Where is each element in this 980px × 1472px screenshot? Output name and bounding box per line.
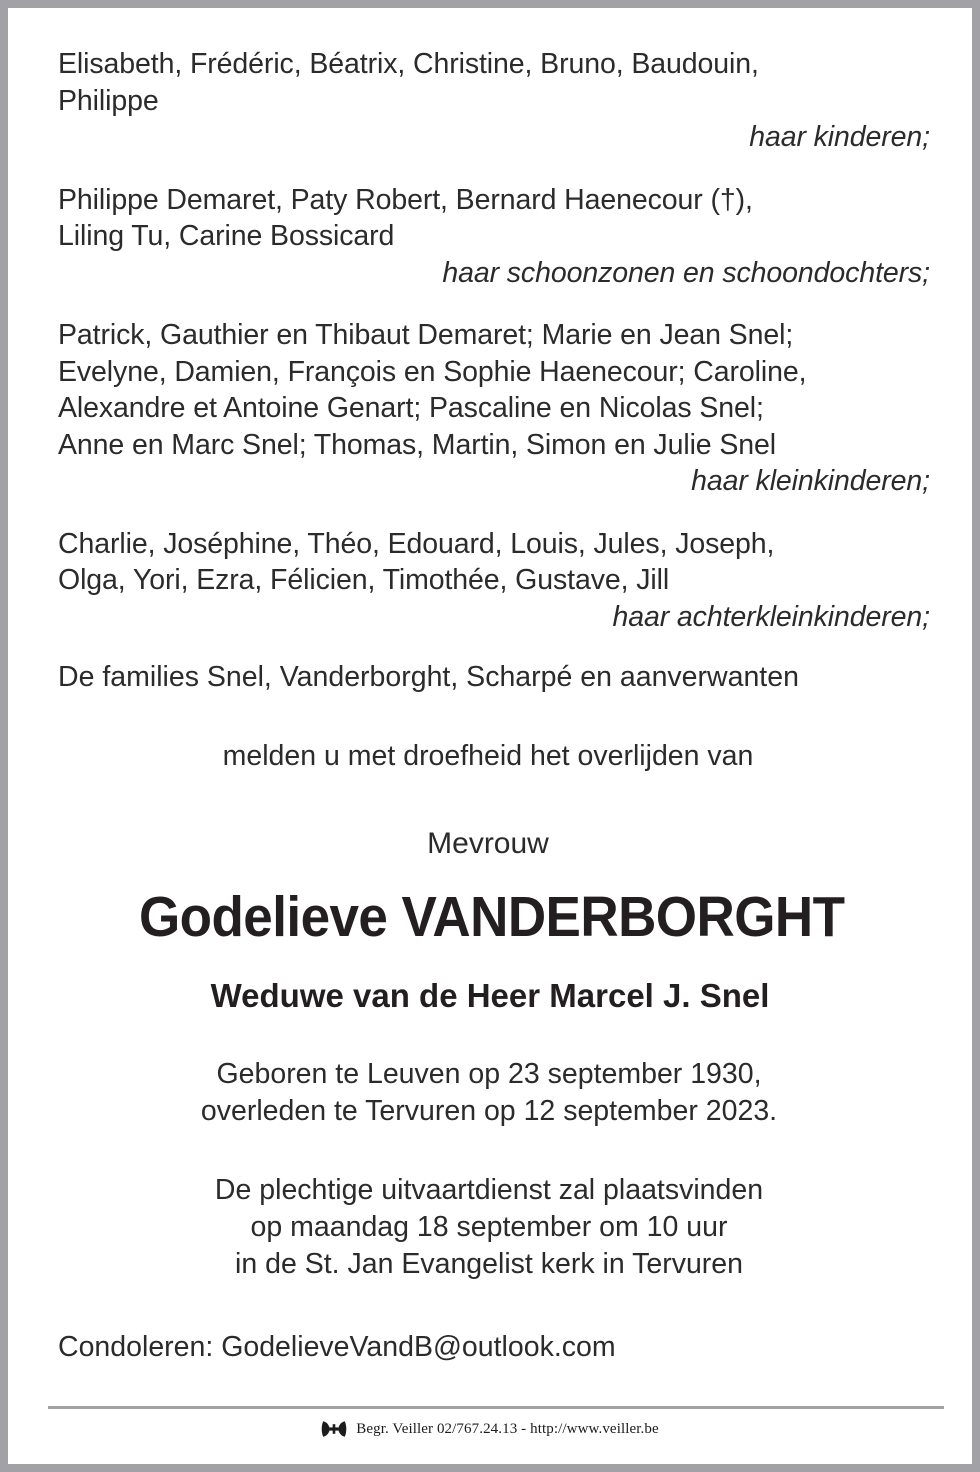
funeral-service-details (58, 1172, 944, 1283)
honorific-line: Mevrouw (427, 826, 549, 860)
relation-label-great-grandchildren: haar achterkleinkinderen; (612, 600, 930, 633)
family-group-great-grandchildren (58, 526, 944, 636)
name-line: Liling Tu, Carine Bossicard (58, 220, 395, 252)
service-line: De plechtige uitvaartdienst zal plaatsvinden (214, 1173, 764, 1206)
name-line: Elisabeth, Frédéric, Béatrix, Christine, Bruno, Baudouin, (58, 48, 759, 80)
service-line: op maandag 18 september om 10 uur (250, 1210, 728, 1243)
deceased-name: Godelieve VANDERBORGHT (138, 884, 845, 949)
name-line: Anne en Marc Snel; Thomas, Martin, Simon en Julie Snel (58, 428, 777, 461)
name-line: Philippe Demaret, Paty Robert, Bernard Haenecour (†), (58, 183, 753, 216)
relation-label-children-in-law: haar schoonzonen en schoondochters; (442, 256, 930, 289)
birth-line: Geboren te Leuven op 23 september 1930, (216, 1057, 762, 1090)
service-line: in de St. Jan Evangelist kerk in Tervuren (235, 1247, 743, 1280)
footer-text: Begr. Veiller 02/767.24.13 - http://www.veiller.be (356, 1420, 659, 1437)
life-dates (58, 1056, 944, 1130)
relation-label-grandchildren: haar kleinkinderen; (691, 465, 930, 497)
footer (8, 1420, 972, 1438)
notice-body (8, 8, 972, 1363)
bowtie-logo-icon (321, 1420, 347, 1438)
name-line: Patrick, Gauthier en Thibaut Demaret; Marie en Jean Snel; (58, 319, 794, 351)
family-group-grandchildren (58, 317, 944, 500)
family-group-children (58, 46, 944, 156)
spouse-line: Weduwe van de Heer Marcel J. Snel (210, 976, 770, 1014)
footer-divider (48, 1406, 944, 1409)
relation-label-children: haar kinderen; (749, 121, 930, 153)
family-group-children-in-law (58, 182, 944, 292)
name-line: Philippe (58, 84, 159, 117)
announcement-line: melden u met droefheid het overlijden van (222, 739, 754, 772)
name-line: Alexandre et Antoine Genart; Pascaline en Nicolas Snel; (58, 392, 764, 424)
families-line: De families Snel, Vanderborght, Scharpé en aanverwanten (58, 661, 799, 693)
name-line: Charlie, Joséphine, Théo, Edouard, Louis, Jules, Joseph, (58, 527, 775, 560)
death-line: overleden te Tervuren op 12 september 2023. (200, 1094, 778, 1127)
name-line: Evelyne, Damien, François en Sophie Haenecour; Caroline, (58, 355, 807, 388)
condolences-line[interactable]: Condoleren: GodelieveVandB@outlook.com (58, 1330, 616, 1363)
name-line: Olga, Yori, Ezra, Félicien, Timothée, Gustave, Jill (58, 564, 670, 596)
